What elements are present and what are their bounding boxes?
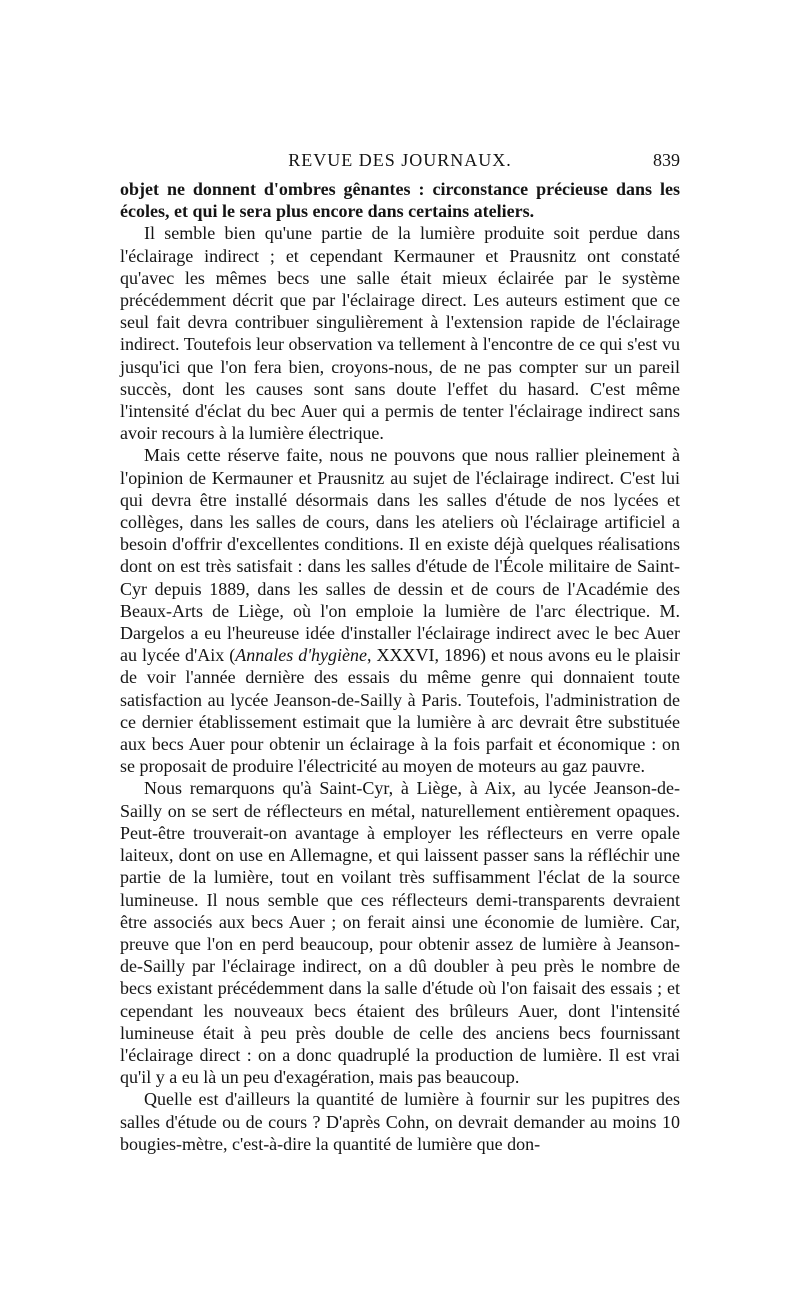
- paragraph-1: objet ne donnent d'ombres gênantes : circonstance précieuse dans les écoles, et qui le sera plus encore dans certains ateliers.: [120, 179, 680, 222]
- book-page: [120, 150, 680, 1155]
- paragraph-3-text-before: Mais cette réserve faite, nous ne pouvons que nous rallier pleinement à l'opinion de Kermauner et Prausnitz au sujet de l'éclairage indirect. C'est lui qui devra être installé désormais dans les salles d'étude de nos lycées et collèges, dans les salles de cours, dans les ateliers où l'éclairage artificiel a besoin d'offrir d'excellentes conditions. Il en existe déjà quelques réalisations dont on est très satisfait : dans les salles d'étude de l'École militaire de Saint-Cyr depuis 1889, dans les salles de dessin et de cours de l'Académie des Beaux-Arts de Liège, où l'on emploie la lumière de l'arc électrique. M. Dargelos a eu l'heureuse idée d'installer l'éclairage indirect avec le bec Auer au lycée d'Aix (: [120, 445, 680, 666]
- article-body: [120, 178, 680, 1155]
- paragraph-2: Il semble bien qu'une partie de la lumière produite soit perdue dans l'éclairage indirect ; et cependant Kermauner et Prausnitz ont constaté qu'avec les mêmes becs une salle était mieux éclairée par le système précédemment décrit que par l'éclairage direct. Les auteurs estiment que ce seul fait devra contribuer singulièrement à l'extension rapide de l'éclairage indirect. Toutefois leur observation va tellement à l'encontre de ce qui s'est vu jusqu'ici que l'on fera bien, croyons-nous, de ne pas compter sur un pareil succès, dont les causes sont sans doute l'effet du hasard. C'est même l'intensité d'éclat du bec Auer qui a permis de tenter l'éclairage indirect sans avoir recours à la lumière électrique.: [120, 223, 680, 444]
- paragraph-4: Nous remarquons qu'à Saint-Cyr, à Liège, à Aix, au lycée Jeanson-de-Sailly on se sert de réflecteurs en métal, naturellement entièrement opaques. Peut-être trouverait-on avantage à employer les réflecteurs en verre opale laiteux, dont on use en Allemagne, et qui laissent passer sans la réfléchir une partie de la lumière, tout en voilant très suffisamment l'éclat de la source lumineuse. Il nous semble que ces réflecteurs demi-transparents devraient être associés aux becs Auer ; on ferait ainsi une économie de lumière. Car, preuve que l'on en perd beaucoup, pour obtenir assez de lumière à Jeanson-de-Sailly par l'éclairage indirect, on a dû doubler à peu près le nombre de becs existant précédemment dans la salle d'étude où l'on faisait des essais ; et cependant les nouveaux becs étaient des brûleurs Auer, dont l'intensité lumineuse était à peu près double de celle des anciens becs fournissant l'éclairage direct : on a donc quadruplé la production de lumière. Il est vrai qu'il y a eu là un peu d'exagération, mais pas beaucoup.: [120, 778, 680, 1088]
- page-number: 839: [653, 150, 680, 170]
- paragraph-3-text-after: , XXXVI, 1896) et nous avons eu le plaisir de voir l'année dernière des essais du même genre qui donnaient toute satisfaction au lycée Jeanson-de-Sailly à Paris. Toutefois, l'administration de ce dernier établissement estimait que la lumière à arc devrait être substituée aux becs Auer pour obtenir un éclairage à la fois parfait et économique : on se proposait de produire l'électricité au moyen de moteurs au gaz pauvre.: [120, 645, 680, 777]
- running-title: REVUE DES JOURNAUX.: [288, 150, 512, 170]
- paragraph-3: [120, 444, 680, 777]
- paragraph-5: Quelle est d'ailleurs la quantité de lumière à fournir sur les pupitres des salles d'étude ou de cours ? D'après Cohn, on devrait demander au moins 10 bougies-mètre, c'est-à-dire la quantité de lumière que don-: [120, 1089, 680, 1154]
- journal-title-annales-hygiene: Annales d'hygiène: [235, 645, 368, 666]
- page-header: [120, 150, 680, 178]
